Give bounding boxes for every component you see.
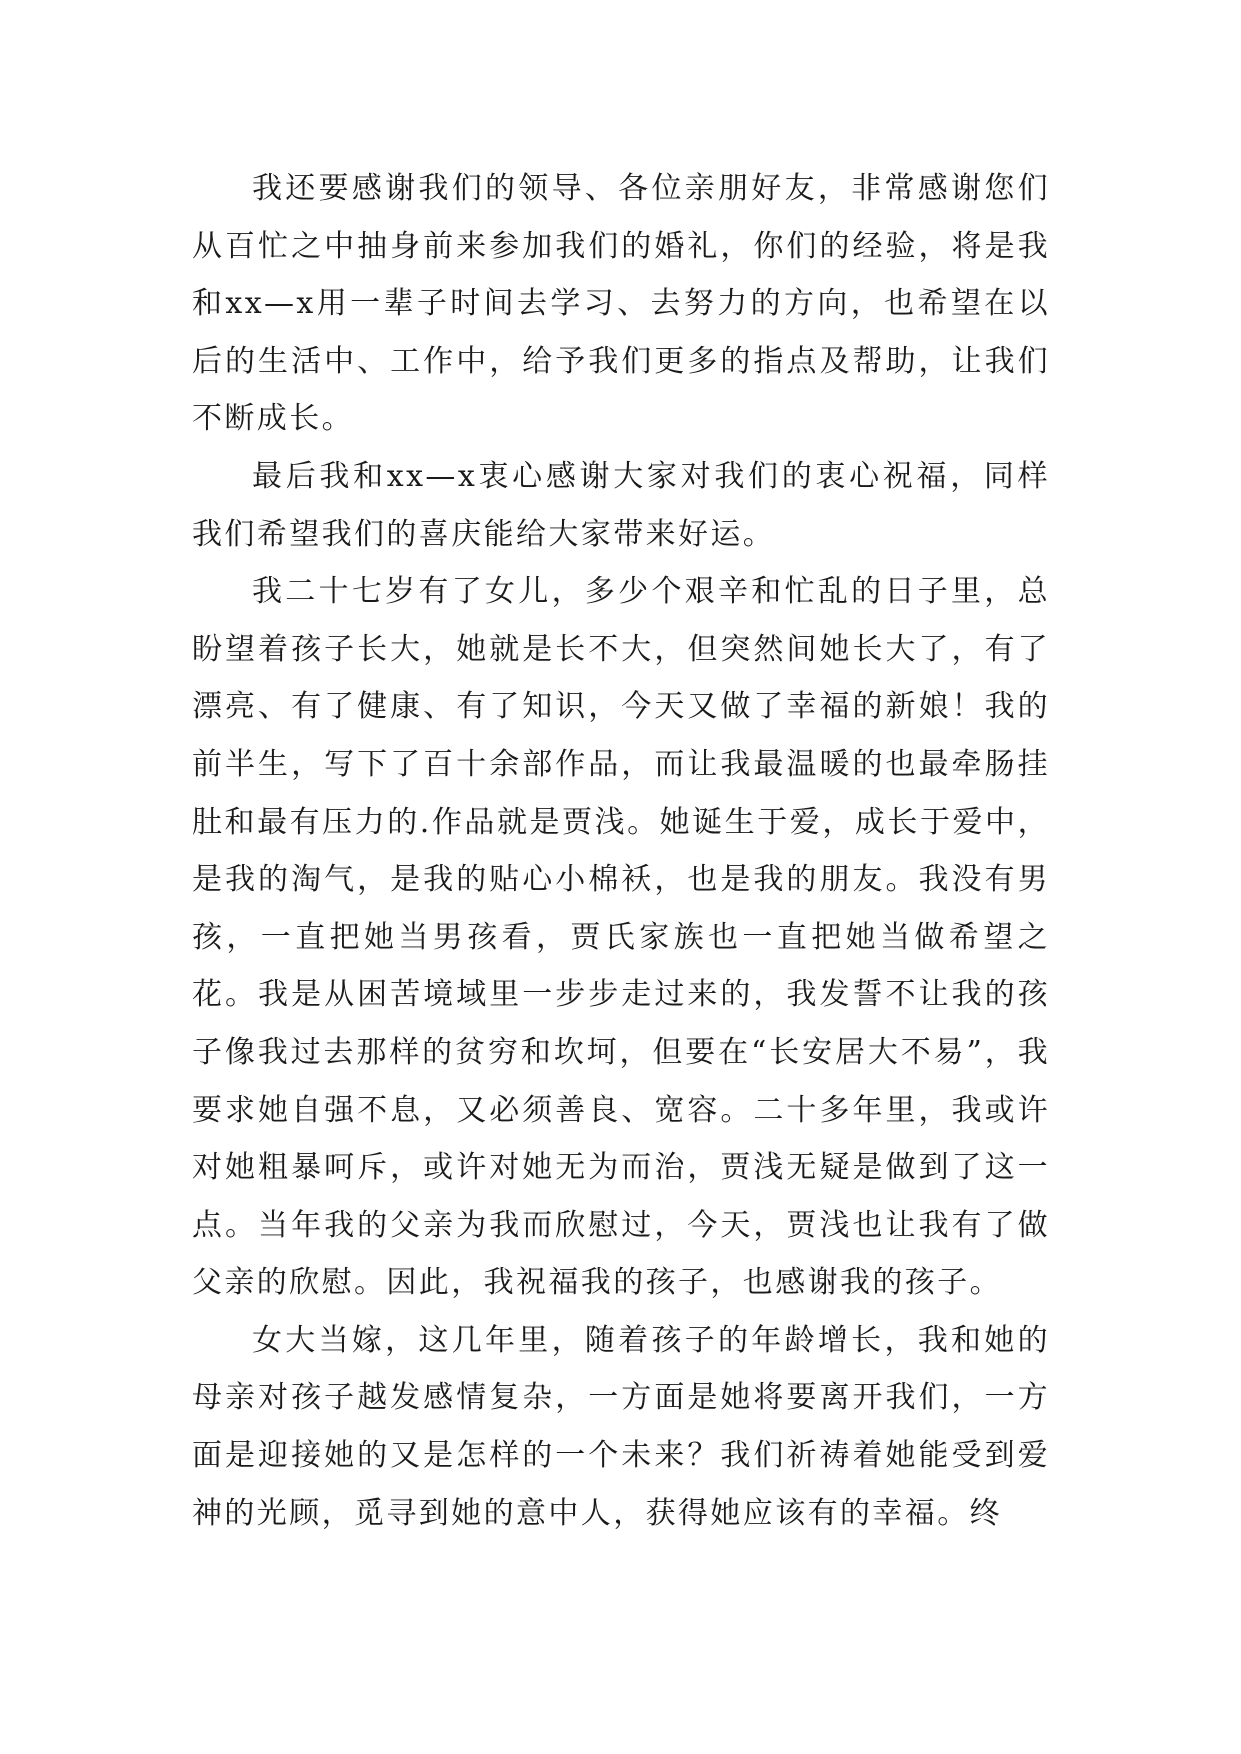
paragraph-thanks-guests: 我还要感谢我们的领导、各位亲朋好友，非常感谢您们从百忙之中抽身前来参加我们的婚礼，你们的经验，将是我和xx—x用一辈子时间去学习、去努力的方向，也希望在以后的生活中、工作中，给予我们更多的指点及帮助，让我们不断成长。 [192,171,1050,437]
paragraph-daughter: 我二十七岁有了女儿，多少个艰辛和忙乱的日子里，总盼望着孩子长大，她就是长不大，但突然间她长大了，有了漂亮、有了健康、有了知识，今天又做了幸福的新娘！我的前半生，写下了百十余部作品，而让我最温暖的也最牵肠挂肚和最有压力的.作品就是贾浅。她诞生于爱，成长于爱中，是我的淘气，是我的贴心小棉袄，也是我的朋友。我没有男孩，一直把她当男孩看，贾氏家族也一直把她当做希望之花。我是从困苦境域里一步步走过来的，我发誓不让我的孩子像我过去那样的贫穷和坎坷，但要在“长安居大不易”，我要求她自强不息，又必须善良、宽容。二十多年里，我或许对她粗暴呵斥，或许对她无为而治，贾浅无疑是做到了这一点。当年我的父亲为我而欣慰过，今天，贾浅也让我有了做父亲的欣慰。因此，我祝福我的孩子，也感谢我的孩子。 [192,574,1050,1301]
paragraph-marriage: 女大当嫁，这几年里，随着孩子的年龄增长，我和她的母亲对孩子越发感情复杂，一方面是她将要离开我们，一方面是迎接她的又是怎样的一个未来？我们祈祷着她能受到爱神的光顾，觅寻到她的意中人，获得她应该有的幸福。终 [192,1322,1050,1531]
body-text [192,160,1050,1542]
paragraph-closing-thanks: 最后我和xx—x衷心感谢大家对我们的衷心祝福，同样我们希望我们的喜庆能给大家带来好运。 [192,458,1050,552]
